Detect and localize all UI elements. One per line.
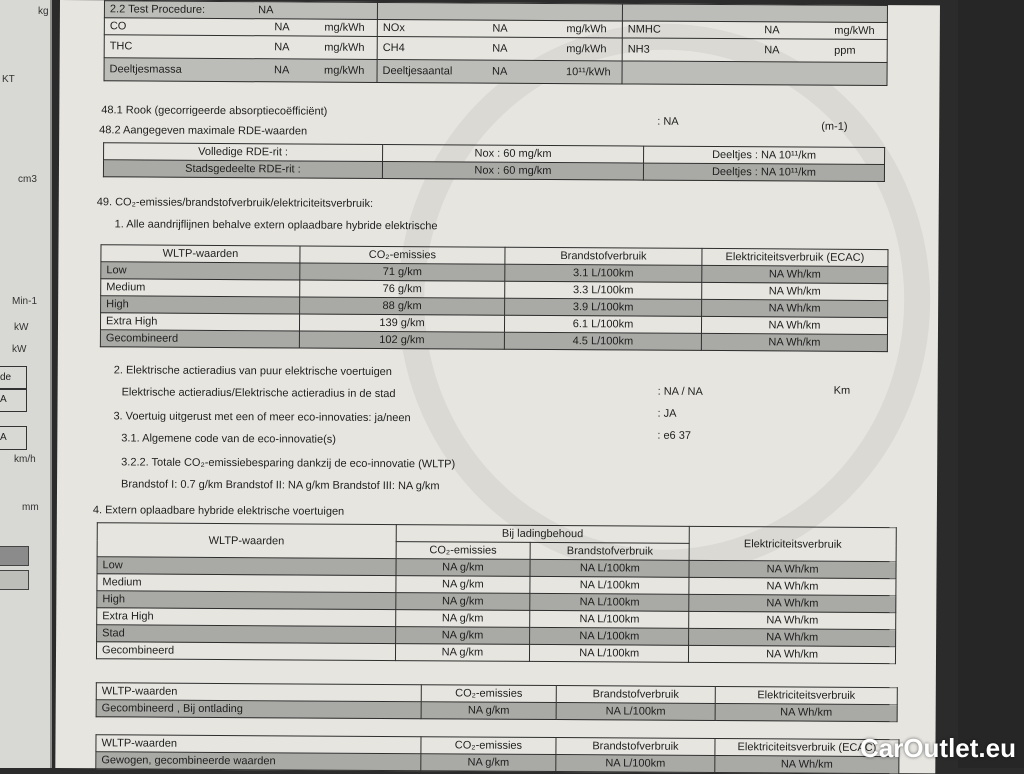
row-label: High — [97, 591, 396, 610]
emission-unit: ppm — [834, 44, 856, 57]
emission-value: NA — [274, 21, 290, 34]
smoke-value: : NA — [657, 115, 679, 128]
electric-range-value: : NA / NA — [657, 385, 703, 398]
col-header: Brandstofverbruik — [556, 738, 715, 756]
elec-value: NA Wh/km — [702, 282, 888, 300]
emission-value: NA — [274, 64, 290, 77]
elec-value: NA Wh/km — [689, 645, 896, 663]
prev-shaded-box — [0, 570, 29, 590]
emission-label: THC — [109, 40, 133, 53]
emission-value: NA — [492, 22, 508, 35]
co2-value: NA g/km — [421, 702, 556, 720]
prev-label: mm — [22, 502, 39, 513]
col-header: Brandstofverbruik — [530, 542, 689, 560]
co2-value: 76 g/km — [300, 280, 505, 298]
emission-label: NMHC — [627, 23, 661, 36]
table-row — [96, 642, 895, 664]
elec-value: NA Wh/km — [689, 628, 896, 646]
electric-range-unit: Km — [833, 384, 851, 397]
background-edge — [958, 0, 1024, 768]
wltp-table-3 — [96, 682, 898, 722]
previous-page — [0, 0, 52, 768]
row-label: Extra High — [97, 608, 396, 627]
fuel-value: NA L/100km — [556, 703, 715, 721]
elec-value: NA Wh/km — [689, 577, 896, 595]
prev-label: Min-1 — [12, 296, 38, 307]
smoke-label: 48.1 Rook (gecorrigeerde absorptiecoëfficiënt) — [101, 104, 328, 118]
co2-value: NA g/km — [421, 754, 556, 772]
col-header: Elektriciteitsverbruik — [715, 687, 897, 705]
prev-label: kW — [12, 344, 27, 355]
caroutlet-logo: CarOutlet.eu — [859, 733, 1016, 763]
fuel-value: NA L/100km — [530, 593, 689, 611]
eco-code-value: : e6 37 — [657, 429, 692, 442]
col-header: CO₂-emissies — [421, 737, 556, 755]
co2-value: 88 g/km — [300, 297, 505, 315]
test-procedure-value: NA — [258, 4, 274, 17]
rde-label: Stadsgedeelte RDE-rit : — [103, 160, 382, 179]
emission-label: CH4 — [382, 41, 405, 55]
co2-value: NA g/km — [395, 627, 530, 645]
emission-unit: mg/kWh — [324, 64, 365, 77]
eco-code-item: 3.1. Algemene code van de eco-innovatie(s) — [121, 432, 336, 446]
fuel-value: NA L/100km — [530, 627, 689, 645]
prev-label: kg — [38, 6, 49, 17]
empty-cell — [377, 2, 622, 20]
col-header: Brandstofverbruik — [556, 686, 715, 704]
table-row — [100, 330, 887, 352]
wltp-table-4 — [95, 734, 899, 774]
elec-value: NA Wh/km — [702, 299, 888, 317]
fuel-value: NA L/100km — [530, 576, 689, 594]
table-row — [96, 752, 899, 774]
section-49-title: 49. CO₂-emissies/brandstofverbruik/elektriciteitsverbruik: — [96, 196, 374, 210]
rde-nox: Nox : 60 mg/km — [382, 161, 643, 180]
prev-label: km/h — [14, 454, 36, 465]
prev-label: KT — [2, 74, 15, 85]
prev-box: de — [0, 366, 27, 390]
col-header: Elektriciteitsverbruik (ECAC) — [715, 739, 899, 757]
elec-value: NA Wh/km — [689, 560, 896, 578]
emission-unit: mg/kWh — [324, 41, 365, 54]
co2-value: NA g/km — [395, 644, 530, 662]
rde-nox: Nox : 60 mg/km — [383, 144, 644, 163]
prev-shaded-box — [0, 546, 29, 566]
row-label: Medium — [101, 279, 300, 297]
smoke-unit: (m-1) — [821, 120, 848, 133]
fuel-savings-line: Brandstof I: 0.7 g/km Brandstof II: NA g/km Brandstof III: NA g/km — [121, 478, 440, 493]
co2-value: 102 g/km — [299, 331, 504, 349]
prev-box: A — [0, 426, 27, 450]
fuel-value: 3.3 L/100km — [505, 281, 702, 299]
co2-savings-item: 3.2.2. Totale CO₂-emissiebesparing dankzij de eco-innovatie (WLTP) — [121, 456, 456, 471]
empty-cell — [622, 4, 887, 23]
emission-unit: 10¹¹/kWh — [566, 66, 611, 79]
row-label: Gecombineerd , Bij ontlading — [96, 700, 421, 719]
prev-label: cm3 — [18, 174, 37, 185]
electric-item-2: 2. Elektrische actieradius van puur elektrische voertuigen — [113, 364, 392, 379]
elec-value: NA Wh/km — [701, 316, 887, 334]
emission-label: NH3 — [627, 43, 650, 56]
co2-value: NA g/km — [395, 576, 530, 594]
emission-label: NOx — [382, 21, 405, 35]
rde-particles: Deeltjes : NA 10¹¹/km — [643, 163, 884, 181]
row-label: Gecombineerd — [96, 642, 395, 661]
elec-value: NA Wh/km — [689, 611, 896, 629]
col-header: Elektriciteitsverbruik (ECAC) — [702, 248, 888, 266]
col-header: WLTP-waarden — [96, 735, 421, 754]
eco-innovation-value: : JA — [657, 407, 677, 420]
row-label: High — [101, 296, 300, 314]
fuel-value: 6.1 L/100km — [504, 315, 701, 333]
rde-label: Volledige RDE-rit : — [104, 143, 383, 162]
elec-value: NA Wh/km — [689, 594, 896, 612]
co2-value: 139 g/km — [299, 314, 504, 332]
co2-value: NA g/km — [395, 593, 530, 611]
electric-range-label: Elektrische actieradius/Elektrische actieradius in de stad — [121, 386, 396, 401]
elec-value: NA Wh/km — [715, 704, 897, 722]
row-label: Low — [97, 557, 396, 576]
rde-particles: Deeltjes : NA 10¹¹/km — [644, 146, 885, 164]
emission-unit: mg/kWh — [324, 21, 365, 34]
section-4-title: 4. Extern oplaadbare hybride elektrische voertuigen — [92, 504, 345, 518]
fuel-value: 4.5 L/100km — [504, 332, 701, 350]
col-header: Elektriciteitsverbruik — [689, 526, 896, 561]
row-label: Stad — [97, 625, 396, 644]
table-row — [96, 700, 897, 722]
emission-value: NA — [764, 44, 780, 57]
col-header: CO₂-emissies — [396, 542, 531, 560]
fuel-value: NA L/100km — [530, 644, 689, 662]
rde-table — [103, 142, 885, 182]
emission-label: CO — [109, 20, 127, 33]
test-procedure-cell — [104, 1, 377, 20]
emission-value: NA — [492, 42, 508, 55]
row-label: Gecombineerd — [100, 330, 299, 348]
rde-row — [103, 160, 884, 182]
row-label: Gewogen, gecombineerde waarden — [96, 752, 421, 771]
col-header: WLTP-waarden — [101, 245, 300, 263]
prev-label: kW — [14, 322, 29, 333]
emission-unit: mg/kWh — [566, 43, 607, 56]
eco-innovation-item: 3. Voertuig uitgerust met een of meer eco-innovaties: ja/neen — [113, 410, 411, 425]
fuel-value: 3.1 L/100km — [505, 264, 702, 282]
fuel-value: NA L/100km — [556, 755, 715, 773]
wltp-table-2 — [96, 522, 897, 664]
row-label: Extra High — [100, 313, 299, 331]
emission-label: Deeltjesmassa — [109, 63, 182, 76]
fuel-value: NA L/100km — [530, 610, 689, 628]
fuel-value: NA L/100km — [530, 559, 689, 577]
row-label: Low — [101, 262, 300, 280]
col-header: CO₂-emissies — [300, 246, 505, 264]
test-procedure-label: 2.2 Test Procedure: — [109, 3, 206, 16]
document-page — [55, 0, 940, 773]
emission-value: NA — [274, 41, 290, 54]
fuel-value: 3.9 L/100km — [505, 298, 702, 316]
emission-row — [104, 58, 887, 86]
elec-value: NA Wh/km — [702, 265, 888, 283]
emission-unit: mg/kWh — [566, 23, 607, 36]
rde-title: 48.2 Aangegeven maximale RDE-waarden — [99, 124, 308, 138]
elec-value: NA Wh/km — [701, 333, 887, 351]
emission-value: NA — [492, 65, 508, 78]
emission-value: NA — [764, 24, 780, 37]
co2-value: NA g/km — [395, 610, 530, 628]
wltp-table-1 — [100, 244, 889, 352]
emissions-table — [104, 0, 888, 86]
co2-value: 71 g/km — [300, 263, 505, 281]
col-header: CO₂-emissies — [421, 685, 556, 703]
section-49-sub1: 1. Alle aandrijflijnen behalve extern oplaadbare hybride elektrische — [114, 218, 438, 233]
emission-unit: mg/kWh — [834, 24, 875, 37]
col-header: WLTP-waarden — [97, 523, 396, 559]
col-header: Brandstofverbruik — [505, 247, 702, 265]
col-header: WLTP-waarden — [96, 683, 421, 702]
co2-value: NA g/km — [396, 559, 531, 577]
prev-box: A — [0, 388, 27, 412]
col-group-header: Bij ladingbehoud — [396, 525, 690, 544]
elec-value: NA Wh/km — [715, 756, 899, 774]
row-label: Medium — [97, 574, 396, 593]
emission-label: Deeltjesaantal — [382, 64, 453, 78]
